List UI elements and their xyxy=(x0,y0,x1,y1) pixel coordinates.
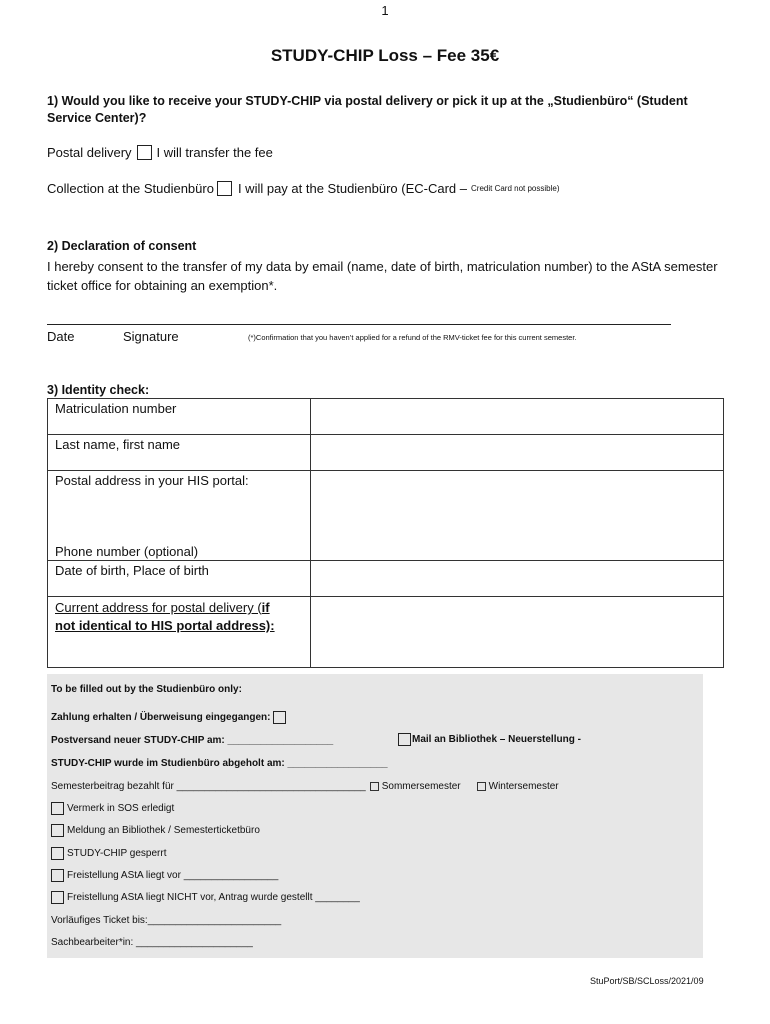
birth-field[interactable] xyxy=(311,561,724,597)
mail-library-label: Mail an Bibliothek – Neuerstellung - xyxy=(412,734,581,745)
blocked-checkbox[interactable] xyxy=(51,847,64,860)
table-row xyxy=(48,597,724,668)
question-1: 1) Would you like to receive your STUDY-CHIP via postal delivery or pick it up at the „Studienbüro“ (Student Service Center)? xyxy=(47,94,688,125)
library-row xyxy=(51,824,260,837)
matriculation-field[interactable] xyxy=(311,399,724,435)
postal-delivery-option xyxy=(47,145,273,160)
document-code: StuPort/SB/SCLoss/2021/09 xyxy=(590,976,704,986)
identity-heading: 3) Identity check: xyxy=(47,383,150,397)
mail-library-row xyxy=(398,733,581,746)
office-heading: To be filled out by the Studienbüro only: xyxy=(51,684,242,695)
blocked-label: STUDY-CHIP gesperrt xyxy=(67,848,167,859)
page-title: STUDY-CHIP Loss – Fee 35€ xyxy=(270,46,500,65)
asta-no-checkbox[interactable] xyxy=(51,891,64,904)
collection-note: Credit Card not possible) xyxy=(471,184,560,193)
sos-row xyxy=(51,802,174,815)
postal-address-field[interactable] xyxy=(311,471,724,561)
collection-label: Collection at the Studienbüro xyxy=(47,181,214,196)
fee-paid-row xyxy=(51,781,559,792)
postal-address-label: Postal address in your HIS portal: xyxy=(55,473,249,488)
temp-ticket-label: Vorläufiges Ticket bis:________________________ xyxy=(51,915,282,926)
current-address-text-2: if xyxy=(261,600,270,615)
summer-checkbox[interactable] xyxy=(370,782,379,791)
sos-label: Vermerk in SOS erledigt xyxy=(67,803,175,814)
footnote: (*)Confirmation that you haven’t applied for a refund of the RMV-ticket fee for this current semester. xyxy=(248,333,577,342)
library-checkbox[interactable] xyxy=(51,824,64,837)
post-row xyxy=(51,735,333,746)
phone-label: Phone number (optional) xyxy=(55,544,199,559)
table-row xyxy=(48,561,724,597)
page-number: 1 xyxy=(381,3,389,18)
payment-checkbox[interactable] xyxy=(273,711,286,724)
consent-text: I hereby consent to the transfer of my data by email (name, date of birth, matriculation number) to the AStA semester ticket office for obtaining an exemption*. xyxy=(47,259,718,293)
matriculation-label: Matriculation number xyxy=(48,399,311,435)
collected-label: STUDY-CHIP wurde im Studienbüro abgeholt am: __________________ xyxy=(51,758,388,769)
collection-checkbox[interactable] xyxy=(217,181,232,196)
postal-address-cell xyxy=(48,471,311,561)
fee-paid-label: Semesterbeitrag bezahlt für __________________________________ xyxy=(51,781,366,792)
name-label: Last name, first name xyxy=(48,435,311,471)
table-row xyxy=(48,471,724,561)
current-address-label xyxy=(48,597,311,668)
payment-row xyxy=(51,711,286,724)
current-address-text-1: Current address for postal delivery ( xyxy=(55,600,262,615)
consent-heading: 2) Declaration of consent xyxy=(47,239,197,253)
asta-yes-row xyxy=(51,869,278,882)
asta-no-label: Freistellung AStA liegt NICHT vor, Antrag wurde gestellt ________ xyxy=(67,892,360,903)
postal-delivery-label: Postal delivery xyxy=(47,145,132,160)
mail-library-checkbox[interactable] xyxy=(398,733,411,746)
collection-option xyxy=(47,181,560,196)
clerk-label: Sachbearbeiter*in: _____________________ xyxy=(51,937,253,948)
table-row xyxy=(48,399,724,435)
blocked-row xyxy=(51,847,166,860)
name-field[interactable] xyxy=(311,435,724,471)
date-label: Date xyxy=(47,329,75,344)
current-address-text-3: not identical to HIS portal address): xyxy=(55,618,275,633)
asta-yes-label: Freistellung AStA liegt vor _________________ xyxy=(67,870,279,881)
winter-label: Wintersemester xyxy=(488,781,559,792)
postal-delivery-text: I will transfer the fee xyxy=(156,145,273,160)
summer-label: Sommersemester xyxy=(381,781,461,792)
identity-table xyxy=(47,398,724,668)
birth-label: Date of birth, Place of birth xyxy=(48,561,311,597)
postal-delivery-checkbox[interactable] xyxy=(137,145,152,160)
post-label: Postversand neuer STUDY-CHIP am: ___________________ xyxy=(51,735,334,746)
payment-label: Zahlung erhalten / Überweisung eingegangen: xyxy=(51,712,271,723)
library-label: Meldung an Bibliothek / Semesterticketbüro xyxy=(67,825,260,836)
collection-text: I will pay at the Studienbüro (EC-Card – xyxy=(237,181,468,196)
asta-no-row xyxy=(51,891,360,904)
asta-yes-checkbox[interactable] xyxy=(51,869,64,882)
winter-checkbox[interactable] xyxy=(477,782,486,791)
signature-line[interactable] xyxy=(47,324,671,325)
current-address-field[interactable] xyxy=(311,597,724,668)
table-row xyxy=(48,435,724,471)
signature-label: Signature xyxy=(123,329,179,344)
sos-checkbox[interactable] xyxy=(51,802,64,815)
